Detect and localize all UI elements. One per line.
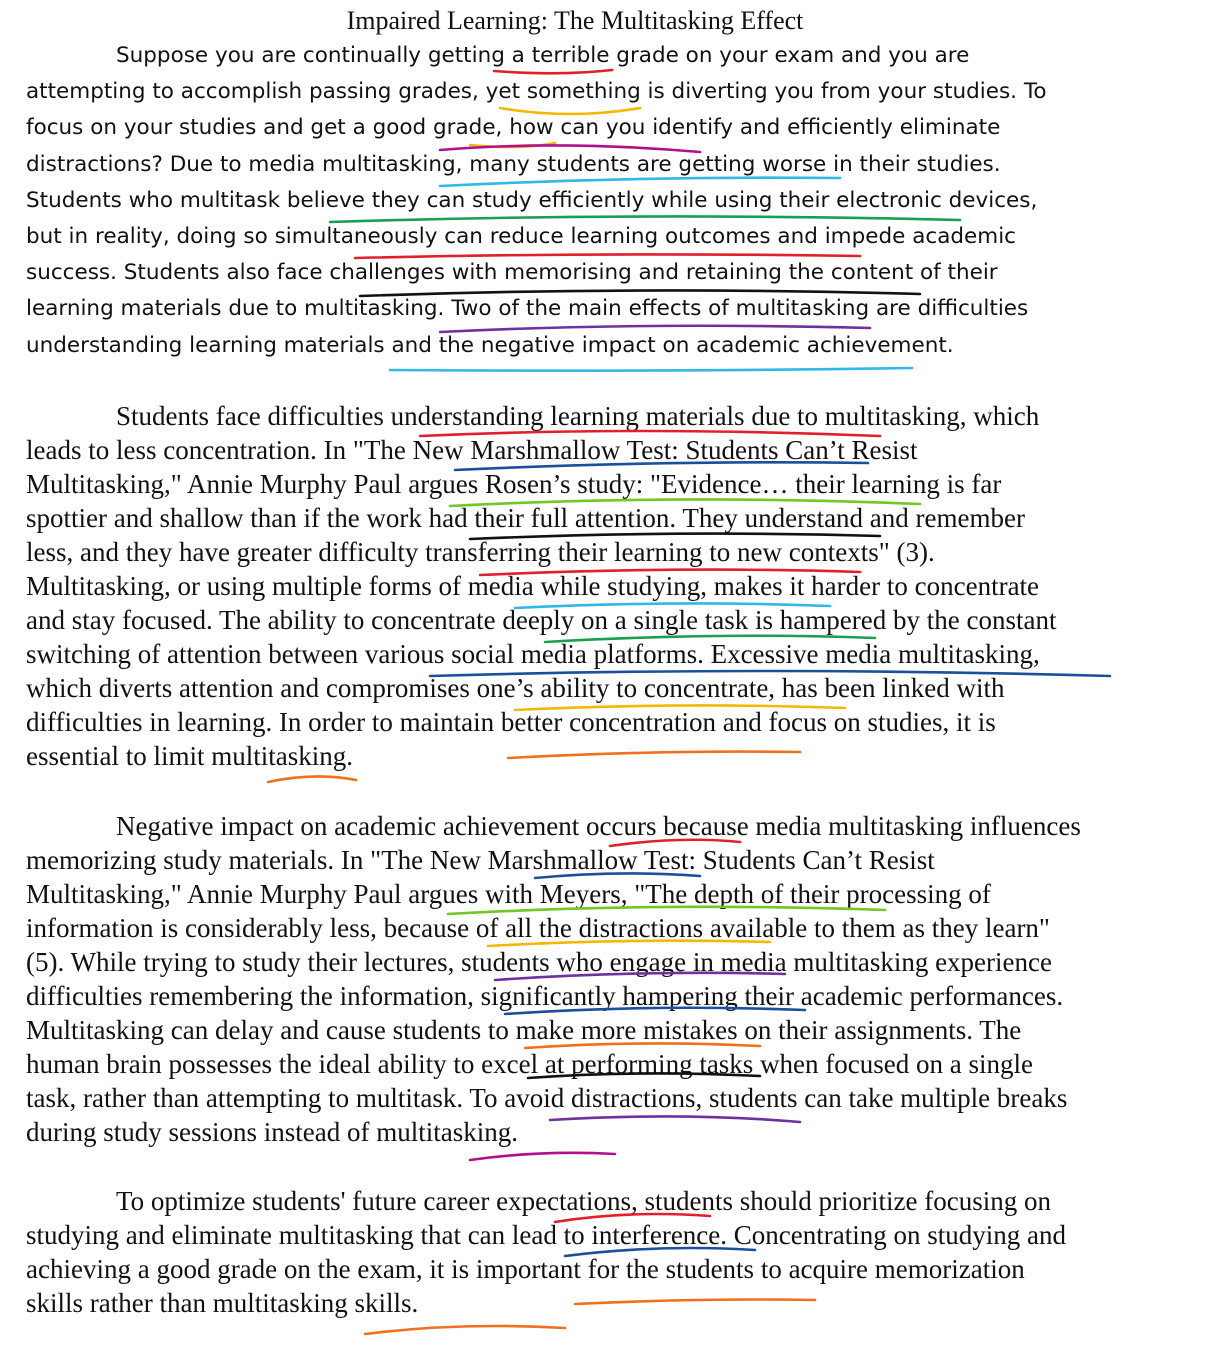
- text-line: attempting to accomplish passing grades, yet something is diverting you from your studies. To: [26, 79, 1047, 105]
- text-line: Multitasking, or using multiple forms of media while studying, makes it harder to concentrate: [26, 571, 1040, 601]
- text-line: Multitasking," Annie Murphy Paul argues with Meyers, "The depth of their processing of: [26, 879, 991, 909]
- paragraph-understanding: [26, 399, 1196, 773]
- text-line: Negative impact on academic achievement occurs because media multitasking influences: [116, 811, 1081, 841]
- paragraph-intro: [26, 38, 1196, 364]
- text-line: but in reality, doing so simultaneously can reduce learning outcomes and impede academic: [26, 224, 1016, 250]
- text-line: and stay focused. The ability to concentrate deeply on a single task is hampered by the constant: [26, 605, 1057, 635]
- text-line: learning materials due to multitasking. Two of the main effects of multitasking are difficulties: [26, 296, 1029, 322]
- text-line: task, rather than attempting to multitask. To avoid distractions, students can take multiple breaks: [26, 1083, 1068, 1113]
- text-line: less, and they have greater difficulty transferring their learning to new contexts" (3).: [26, 537, 935, 567]
- text-line: Multitasking," Annie Murphy Paul argues Rosen’s study: "Evidence… their learning is far: [26, 469, 1002, 499]
- text-line: studying and eliminate multitasking that can lead to interference. Concentrating on studying and: [26, 1220, 1066, 1250]
- text-line: skills rather than multitasking skills.: [26, 1288, 419, 1318]
- paragraph-achievement: [26, 809, 1196, 1149]
- text-line: spottier and shallow than if the work had their full attention. They understand and remember: [26, 503, 1025, 533]
- ink-underline: [390, 368, 912, 371]
- text-line: (5). While trying to study their lectures, students who engage in media multitasking experience: [26, 947, 1052, 977]
- document-title: Impaired Learning: The Multitasking Effect: [346, 6, 804, 35]
- text-line: Multitasking can delay and cause students to make more mistakes on their assignments. The: [26, 1015, 1022, 1045]
- text-line: Students who multitask believe they can study efficiently while using their electronic devices,: [26, 187, 1038, 213]
- ink-underline: [268, 776, 356, 782]
- text-line: achieving a good grade on the exam, it is important for the students to acquire memorization: [26, 1254, 1025, 1284]
- text-line: information is considerably less, because of all the distractions available to them as they learn": [26, 913, 1050, 943]
- text-line: during study sessions instead of multitasking.: [26, 1117, 518, 1147]
- text-line: distractions? Due to media multitasking, many students are getting worse in their studies.: [26, 151, 1001, 177]
- text-line: Students face difficulties understanding learning materials due to multitasking, which: [116, 401, 1040, 431]
- text-line: memorizing study materials. In "The New Marshmallow Test: Students Can’t Resist: [26, 845, 935, 875]
- text-line: leads to less concentration. In "The New Marshmallow Test: Students Can’t Resist: [26, 435, 918, 465]
- text-line: focus on your studies and get a good grade, how can you identify and efficiently eliminate: [26, 115, 1001, 141]
- text-line: human brain possesses the ideal ability to excel at performing tasks when focused on a single: [26, 1049, 1033, 1079]
- text-line: To optimize students' future career expectations, students should prioritize focusing on: [116, 1186, 1051, 1216]
- text-line: success. Students also face challenges with memorising and retaining the content of their: [26, 260, 998, 286]
- text-line: Suppose you are continually getting a terrible grade on your exam and you are: [116, 43, 970, 68]
- ink-underline: [470, 1153, 615, 1160]
- text-line: essential to limit multitasking.: [26, 741, 353, 771]
- text-line: which diverts attention and compromises one’s ability to concentrate, has been linked with: [26, 673, 1005, 703]
- text-line: switching of attention between various social media platforms. Excessive media multitasking,: [26, 639, 1040, 669]
- paragraph-conclusion: [26, 1184, 1196, 1320]
- text-line: difficulties remembering the information, significantly hampering their academic performances.: [26, 981, 1064, 1011]
- ink-underline: [365, 1326, 565, 1334]
- text-line: understanding learning materials and the negative impact on academic achievement.: [26, 332, 954, 358]
- text-line: difficulties in learning. In order to maintain better concentration and focus on studies, it is: [26, 707, 996, 737]
